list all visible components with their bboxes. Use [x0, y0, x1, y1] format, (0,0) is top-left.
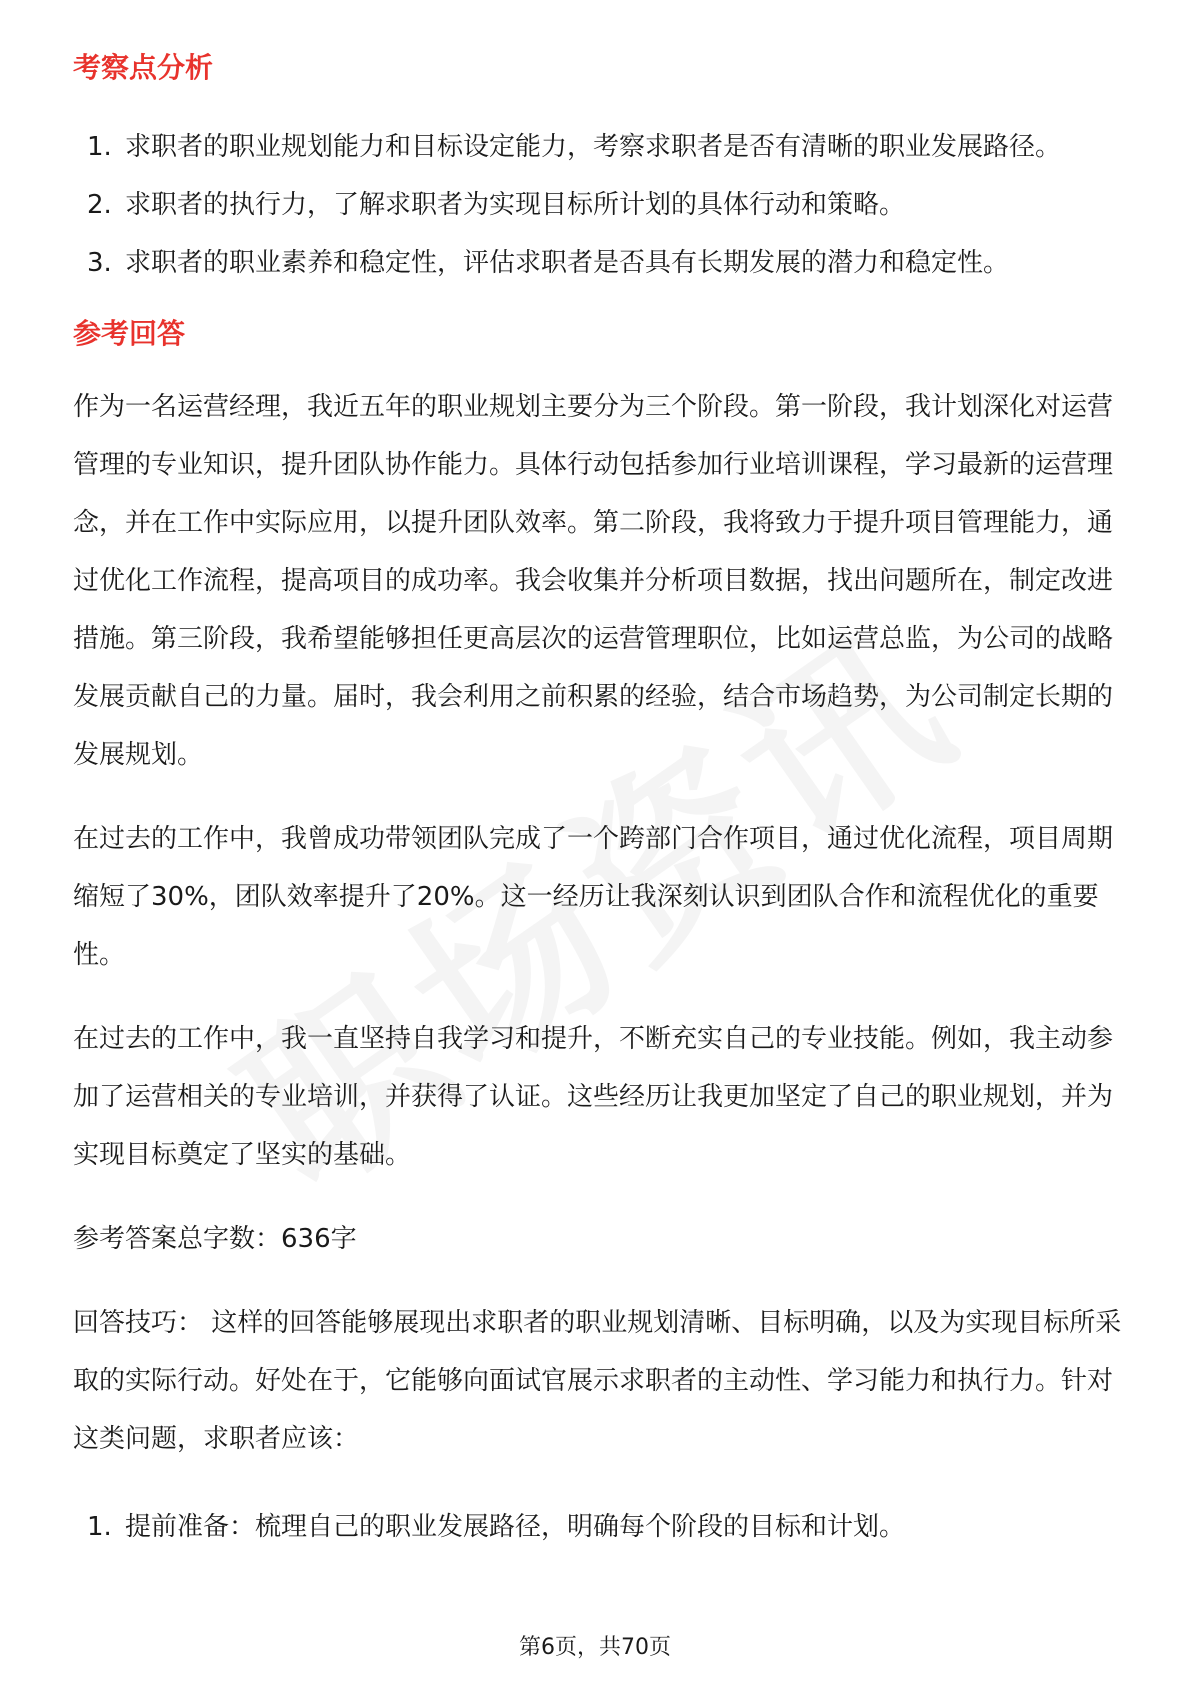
- list-text: 提前准备：梳理自己的职业发展路径，明确每个阶段的目标和计划。: [125, 1512, 906, 1542]
- list-item: [73, 118, 1133, 176]
- word-count: 参考答案总字数：636字: [73, 1224, 357, 1254]
- answer-paragraph: 在过去的工作中，我一直坚持自我学习和提升，不断充实自己的专业技能。例如，我主动参加了运营相关的专业培训，并获得了认证。这些经历让我更加坚定了自己的职业规划，并为实现目标奠定了坚实的基础。: [73, 1024, 1114, 1170]
- page-indicator: 第6页，共70页: [519, 1635, 671, 1660]
- analysis-list: [73, 118, 1133, 292]
- answer-paragraph: 在过去的工作中，我曾成功带领团队完成了一个跨部门合作项目，通过优化流程，项目周期缩短了30%，团队效率提升了20%。这一经历让我深刻认识到团队合作和流程优化的重要性。: [73, 824, 1114, 970]
- list-item: [73, 176, 1133, 234]
- tips-paragraph: 回答技巧： 这样的回答能够展现出求职者的职业规划清晰、目标明确，以及为实现目标所采取的实际行动。好处在于，它能够向面试官展示求职者的主动性、学习能力和执行力。针对这类问题，求职者应该：: [73, 1308, 1122, 1454]
- analysis-heading: 考察点分析: [73, 51, 214, 84]
- list-number: 1.: [87, 1512, 112, 1542]
- answer-paragraph: 作为一名运营经理，我近五年的职业规划主要分为三个阶段。第一阶段，我计划深化对运营管理的专业知识，提升团队协作能力。具体行动包括参加行业培训课程，学习最新的运营理念，并在工作中实际应用，以提升团队效率。第二阶段，我将致力于提升项目管理能力，通过优化工作流程，提高项目的成功率。我会收集并分析项目数据，找出问题所在，制定改进措施。第三阶段，我希望能够担任更高层次的运营管理职位，比如运营总监，为公司的战略发展贡献自己的力量。届时，我会利用之前积累的经验，结合市场趋势，为公司制定长期的发展规划。: [73, 392, 1114, 770]
- page-content: [73, 48, 1133, 1556]
- list-number: 2.: [87, 190, 112, 220]
- list-item: [73, 1498, 1133, 1556]
- answer-heading: 参考回答: [73, 317, 186, 350]
- list-number: 3.: [87, 248, 112, 278]
- list-text: 求职者的职业规划能力和目标设定能力，考察求职者是否有清晰的职业发展路径。: [125, 132, 1062, 162]
- list-number: 1.: [87, 132, 112, 162]
- list-text: 求职者的职业素养和稳定性，评估求职者是否具有长期发展的潜力和稳定性。: [125, 248, 1010, 278]
- tips-list: [73, 1498, 1133, 1556]
- list-item: [73, 234, 1133, 292]
- list-text: 求职者的执行力，了解求职者为实现目标所计划的具体行动和策略。: [125, 190, 906, 220]
